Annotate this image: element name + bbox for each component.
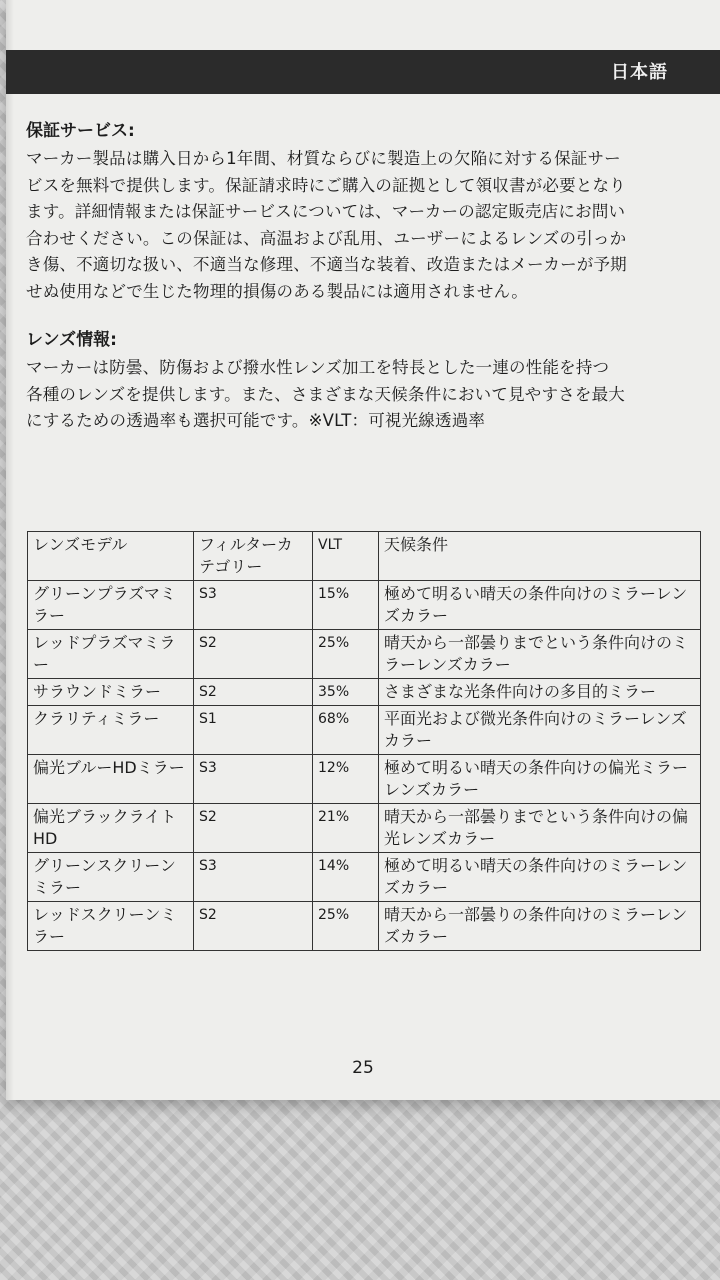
warranty-line: せぬ使用などで生じた物理的損傷のある製品には適用されません。 bbox=[26, 281, 528, 301]
weather-condition-cell: 晴天から一部曇りまでという条件向けのミラーレンズカラー bbox=[379, 630, 701, 679]
vlt-cell: 35% bbox=[313, 679, 379, 706]
vlt-cell: 15% bbox=[313, 581, 379, 630]
weather-condition-cell: さまざまな光条件向けの多目的ミラー bbox=[379, 679, 701, 706]
table-row bbox=[28, 581, 701, 630]
weather-condition-cell: 極めて明るい晴天の条件向けのミラーレンズカラー bbox=[379, 581, 701, 630]
lens-info-line: マーカーは防曇、防傷および撥水性レンズ加工を特長とした一連の性能を持つ bbox=[26, 358, 610, 377]
lens-model-cell: グリーンプラズマミラー bbox=[28, 581, 194, 630]
lens-model-cell: レッドスクリーンミラー bbox=[28, 902, 194, 951]
header-lens-model: レンズモデル bbox=[28, 532, 194, 581]
table-header-row bbox=[28, 532, 701, 581]
warranty-line: 合わせください。この保証は、高温および乱用、ユーザーによるレンズの引っか bbox=[26, 228, 627, 248]
page-content bbox=[26, 118, 698, 435]
header-vlt: VLT bbox=[313, 532, 379, 581]
weather-condition-cell: 極めて明るい晴天の条件向けの偏光ミラーレンズカラー bbox=[379, 755, 701, 804]
lens-info-line: にするための透過率も選択可能です。※VLT：可視光線透過率 bbox=[26, 411, 486, 430]
warranty-body bbox=[26, 146, 698, 305]
lens-model-cell: グリーンスクリーンミラー bbox=[28, 853, 194, 902]
table-row bbox=[28, 679, 701, 706]
filter-category-cell: S3 bbox=[194, 853, 313, 902]
page-spine-edge bbox=[6, 0, 14, 1100]
table-row bbox=[28, 706, 701, 755]
weather-condition-cell: 極めて明るい晴天の条件向けのミラーレンズカラー bbox=[379, 853, 701, 902]
lens-model-cell: 偏光ブルーHDミラー bbox=[28, 755, 194, 804]
table-row bbox=[28, 853, 701, 902]
vlt-cell: 25% bbox=[313, 630, 379, 679]
weather-condition-cell: 晴天から一部曇りまでという条件向けの偏光レンズカラー bbox=[379, 804, 701, 853]
lens-info-line: 各種のレンズを提供します。また、さまざまな天候条件において見やすさを最大 bbox=[26, 384, 625, 404]
lens-info-title: レンズ情報: bbox=[26, 330, 117, 350]
table-row bbox=[28, 755, 701, 804]
warranty-line: ます。詳細情報または保証サービスについては、マーカーの認定販売店にお問い bbox=[26, 202, 626, 221]
vlt-cell: 25% bbox=[313, 902, 379, 951]
warranty-section bbox=[26, 118, 698, 305]
vlt-cell: 21% bbox=[313, 804, 379, 853]
header-weather-conditions: 天候条件 bbox=[379, 532, 701, 581]
lens-info-section bbox=[26, 327, 698, 435]
lens-model-cell: 偏光ブラックライトHD bbox=[28, 804, 194, 853]
lens-model-cell: クラリティミラー bbox=[28, 706, 194, 755]
filter-category-cell: S3 bbox=[194, 581, 313, 630]
filter-category-cell: S3 bbox=[194, 755, 313, 804]
language-header-bar bbox=[6, 50, 720, 94]
lens-table bbox=[27, 531, 701, 951]
filter-category-cell: S2 bbox=[194, 679, 313, 706]
table-row bbox=[28, 630, 701, 679]
filter-category-cell: S1 bbox=[194, 706, 313, 755]
warranty-line: ビスを無料で提供します。保証請求時にご購入の証拠として領収書が必要となり bbox=[26, 175, 626, 195]
vlt-cell: 12% bbox=[313, 755, 379, 804]
vlt-cell: 14% bbox=[313, 853, 379, 902]
lens-info-body bbox=[26, 355, 698, 435]
warranty-line: き傷、不適切な扱い、不適当な修理、不適当な装着、改造またはメーカーが予期 bbox=[26, 255, 627, 274]
header-filter-category: フィルターカテゴリー bbox=[194, 532, 313, 581]
table-row bbox=[28, 804, 701, 853]
filter-category-cell: S2 bbox=[194, 630, 313, 679]
weather-condition-cell: 平面光および微光条件向けのミラーレンズカラー bbox=[379, 706, 701, 755]
language-label: 日本語 bbox=[611, 62, 668, 83]
weather-condition-cell: 晴天から一部曇りの条件向けのミラーレンズカラー bbox=[379, 902, 701, 951]
vlt-cell: 68% bbox=[313, 706, 379, 755]
warranty-title: 保証サービス: bbox=[26, 121, 135, 141]
page-number: 25 bbox=[352, 1058, 374, 1078]
warranty-line: マーカー製品は購入日から1年間、材質ならびに製造上の欠陥に対する保証サー bbox=[26, 149, 621, 168]
lens-model-cell: サラウンドミラー bbox=[28, 679, 194, 706]
filter-category-cell: S2 bbox=[194, 804, 313, 853]
table-row bbox=[28, 902, 701, 951]
filter-category-cell: S2 bbox=[194, 902, 313, 951]
lens-model-cell: レッドプラズマミラー bbox=[28, 630, 194, 679]
